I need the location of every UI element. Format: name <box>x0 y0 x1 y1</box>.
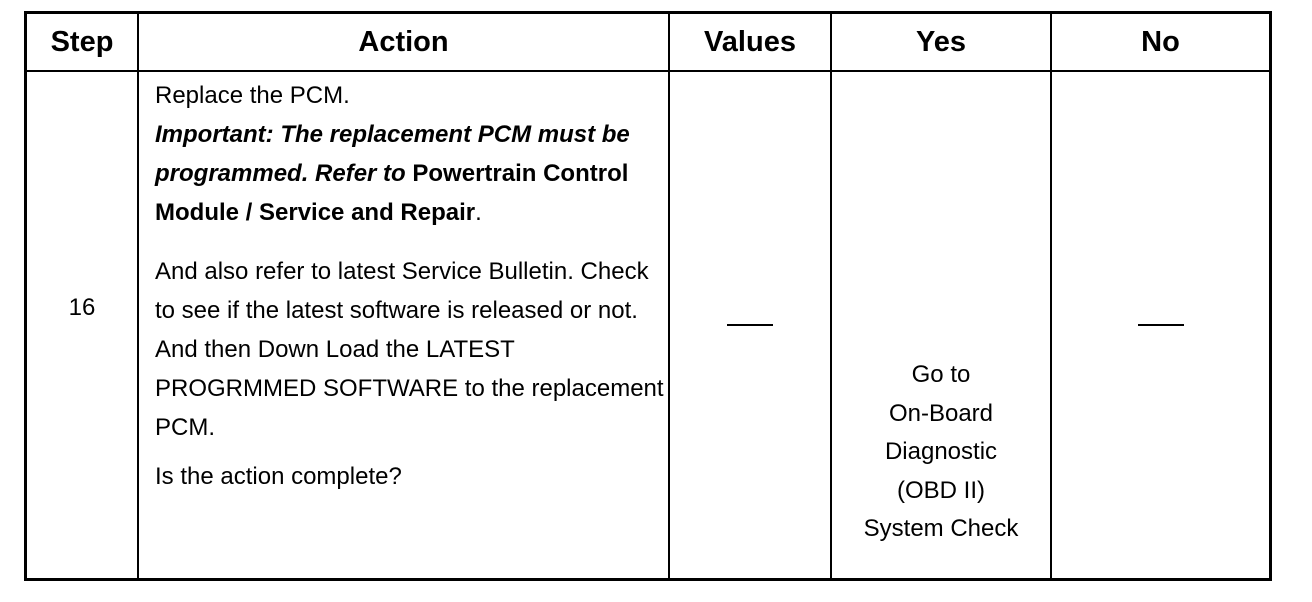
important-text: Important: The replacement PCM must be programmed. Refer to <box>155 121 630 187</box>
step-number: 16 <box>68 294 96 321</box>
action-instruction: Replace the PCM. <box>155 82 350 109</box>
yes-line: Diagnostic <box>884 438 998 465</box>
yes-cell <box>832 356 1050 549</box>
yes-line: On-Board <box>888 399 994 427</box>
action-cell <box>155 76 675 496</box>
action-question: Is the action complete? <box>155 463 402 490</box>
important-note <box>155 115 675 232</box>
reference-link: Powertrain Control Module / Service and Repair <box>155 160 629 226</box>
diagnostic-step-table <box>24 11 1272 581</box>
header-yes: Yes <box>916 25 966 58</box>
reference-period: . <box>475 199 482 226</box>
no-empty-dash <box>1138 324 1184 326</box>
header-action: Action <box>358 25 449 58</box>
header-no: No <box>1141 25 1180 58</box>
header-divider <box>27 70 1269 72</box>
values-empty-dash <box>727 324 773 326</box>
yes-line: Go to <box>911 361 971 388</box>
header-step: Step <box>50 25 114 58</box>
yes-line: System Check <box>863 515 1019 542</box>
column-divider <box>137 14 139 578</box>
software-instruction: And also refer to latest Service Bulletin. Check to see if the latest software is released or not. And then Down Load the LATEST PROGRMMED SOFTWARE to the replacement PCM. <box>155 258 664 441</box>
header-values: Values <box>704 25 796 58</box>
yes-line: (OBD II) <box>897 476 985 504</box>
column-divider <box>1050 14 1052 578</box>
